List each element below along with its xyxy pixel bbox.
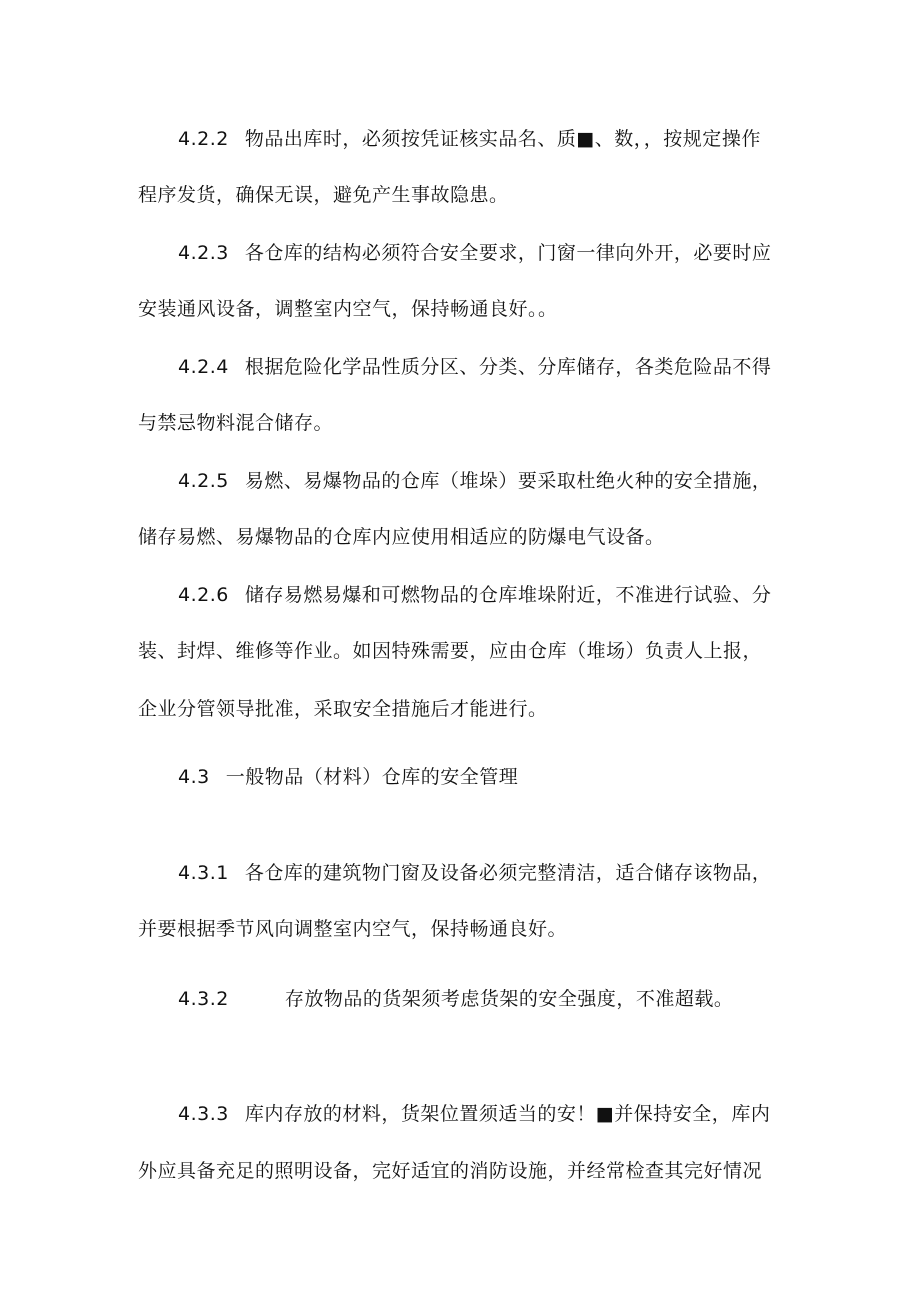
section-title: 一般物品（材料）仓库的安全管理 bbox=[225, 766, 519, 788]
section-4-2-5-line-2 bbox=[138, 525, 665, 549]
section-text: 外应具备充足的照明设备，完好适宜的消防设施，并经常检查其完好情况 bbox=[138, 1160, 763, 1182]
section-4-2-6-line-1 bbox=[178, 583, 771, 607]
section-text: 装、封焊、维修等作业。如因特殊需要，应由仓库（堆场）负责人上报， bbox=[138, 640, 763, 662]
section-4-3-1-line-2 bbox=[138, 917, 567, 941]
section-text: 并要根据季节风向调整室内空气，保持畅通良好。 bbox=[138, 918, 568, 940]
section-4-2-4-line-1 bbox=[178, 355, 771, 379]
section-4-3-heading bbox=[178, 765, 518, 789]
section-4-2-3-line-1 bbox=[178, 241, 771, 265]
section-text: 各仓库的结构必须符合安全要求，门窗一律向外开，必要时应 bbox=[244, 242, 772, 264]
section-text: 根据危险化学品性质分区、分类、分库储存，各类危险品不得 bbox=[244, 356, 772, 378]
section-4-2-6-line-3 bbox=[138, 697, 548, 721]
section-4-3-1-line-1 bbox=[178, 861, 771, 885]
section-text: 储存易燃易爆和可燃物品的仓库堆垛附近，不准进行试验、分 bbox=[244, 584, 772, 606]
section-text: 易燃、易爆物品的仓库（堆垛）要采取杜绝火种的安全措施， bbox=[244, 470, 772, 492]
section-text: 库内存放的材料，货架位置须适当的安！■并保持安全，库内 bbox=[244, 1103, 771, 1125]
section-4-3-3-line-1 bbox=[178, 1102, 770, 1126]
section-text: 各仓库的建筑物门窗及设备必须完整清洁，适合储存该物品， bbox=[244, 862, 772, 884]
section-4-3-2-line-1 bbox=[178, 987, 733, 1011]
section-number: 4.2.6 bbox=[178, 584, 229, 606]
section-number: 4.3.1 bbox=[178, 862, 229, 884]
section-4-2-4-line-2 bbox=[138, 411, 333, 435]
section-text: 与禁忌物料混合储存。 bbox=[138, 412, 334, 434]
section-text: 存放物品的货架须考虑货架的安全强度，不准超载。 bbox=[284, 988, 734, 1010]
section-text: 程序发货，确保无误，避免产生事故隐患。 bbox=[138, 184, 509, 206]
section-4-2-6-line-2 bbox=[138, 639, 762, 663]
section-number: 4.3 bbox=[178, 766, 210, 788]
section-text: 物品出库时，必须按凭证核实品名、质■、数，，按规定操作 bbox=[244, 128, 761, 150]
section-4-2-5-line-1 bbox=[178, 469, 771, 493]
section-text: 安装通风设备，调整室内空气，保持畅通良好。。 bbox=[138, 298, 558, 320]
section-4-2-3-line-2 bbox=[138, 297, 558, 321]
section-number: 4.3.3 bbox=[178, 1103, 229, 1125]
section-text: 储存易燃、易爆物品的仓库内应使用相适应的防爆电气设备。 bbox=[138, 526, 665, 548]
section-4-2-2-line-2 bbox=[138, 183, 509, 207]
section-4-2-2-line-1 bbox=[178, 127, 761, 151]
section-number: 4.3.2 bbox=[178, 988, 229, 1010]
section-4-3-3-line-2 bbox=[138, 1159, 762, 1183]
section-text: 企业分管领导批准，采取安全措施后才能进行。 bbox=[138, 698, 548, 720]
section-number: 4.2.4 bbox=[178, 356, 229, 378]
section-number: 4.2.5 bbox=[178, 470, 229, 492]
section-number: 4.2.3 bbox=[178, 242, 229, 264]
section-number: 4.2.2 bbox=[178, 128, 229, 150]
